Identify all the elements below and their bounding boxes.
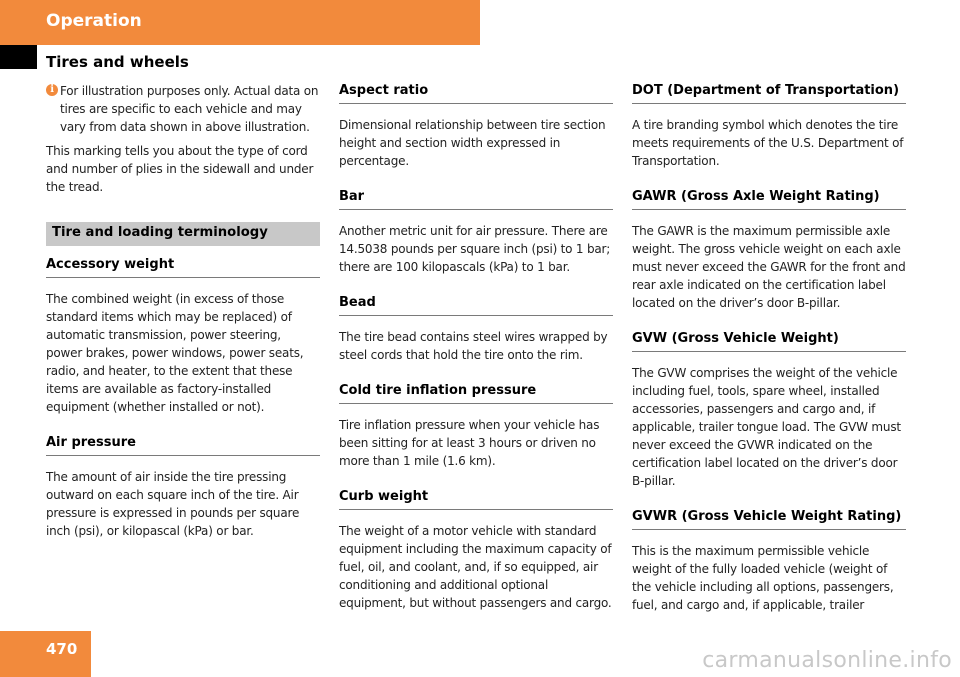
term-body: The weight of a motor vehicle with standard equipment including the maximum capacity of fuel, oil, and coolant, and, if so equipped, air conditioning and additional optional equipment, but without passengers and cargo. [339, 524, 612, 610]
term-body: The combined weight (in excess of those standard items which may be replaced) of automatic transmission, power steering, power brakes, power windows, power seats, radio, and heater, to the extent that these items are available as factory-installed equipment (whether installed or not). [46, 292, 304, 414]
term-title: Air pressure [46, 434, 320, 456]
page-subtitle: Tires and wheels [46, 53, 189, 71]
page-number: 470 [46, 640, 78, 658]
term-body: A tire branding symbol which denotes the tire meets requirements of the U.S. Department of Transportation. [632, 118, 904, 168]
info-icon: i [46, 84, 58, 96]
term-body: Tire inflation pressure when your vehicle has been sitting for at least 3 hours or driven no more than 1 mile (1.6 km). [339, 418, 600, 468]
section-title: Operation [46, 11, 142, 31]
term-title: Cold tire inflation pressure [339, 382, 613, 404]
column-1 [46, 82, 320, 550]
term-title: Bar [339, 188, 613, 210]
term-title: GVW (Gross Vehicle Weight) [632, 330, 906, 352]
section-marker [0, 45, 37, 69]
intro-paragraph: This marking tells you about the type of cord and number of plies in the sidewall and under the tread. [46, 144, 314, 194]
info-note [46, 82, 320, 136]
term-body: This is the maximum permissible vehicle weight of the fully loaded vehicle (weight of the vehicle including all options, passengers, fuel, and cargo and, if applicable, trailer [632, 544, 894, 612]
term-title: Bead [339, 294, 613, 316]
term-title: Accessory weight [46, 256, 320, 278]
column-3 [632, 82, 906, 624]
term-body: The GAWR is the maximum permissible axle weight. The gross vehicle weight on each axle must never exceed the GAWR for the front and rear axle indicated on the certification label located on the driver’s door B-pillar. [632, 224, 906, 310]
term-body: Another metric unit for air pressure. There are 14.5038 pounds per square inch (psi) to 1 bar; there are 100 kilopascals (kPa) to 1 bar. [339, 224, 611, 274]
term-title: GAWR (Gross Axle Weight Rating) [632, 188, 906, 210]
term-body: The amount of air inside the tire pressing outward on each square inch of the tire. Air pressure is expressed in pounds per square inch (psi), or kilopascal (kPa) or bar. [46, 470, 300, 538]
term-body: Dimensional relationship between tire section height and section width expressed in percentage. [339, 118, 606, 168]
info-note-text: For illustration purposes only. Actual data on tires are specific to each vehicle and may vary from data shown in above illustration. [60, 84, 319, 134]
watermark: carmanualsonline.info [702, 648, 952, 673]
section-heading-band: Tire and loading terminology [46, 222, 320, 246]
term-title: DOT (Department of Transportation) [632, 82, 906, 104]
column-2 [339, 82, 613, 622]
term-body: The tire bead contains steel wires wrapped by steel cords that hold the tire onto the rim. [339, 330, 608, 362]
term-title: Curb weight [339, 488, 613, 510]
term-title: Aspect ratio [339, 82, 613, 104]
term-body: The GVW comprises the weight of the vehicle including fuel, tools, spare wheel, installed accessories, passengers and cargo and, if applicable, trailer tongue load. The GVW must never exceed the GVWR indicated on the certification label located on the driver’s door B-pillar. [632, 366, 901, 488]
term-title: GVWR (Gross Vehicle Weight Rating) [632, 508, 906, 530]
